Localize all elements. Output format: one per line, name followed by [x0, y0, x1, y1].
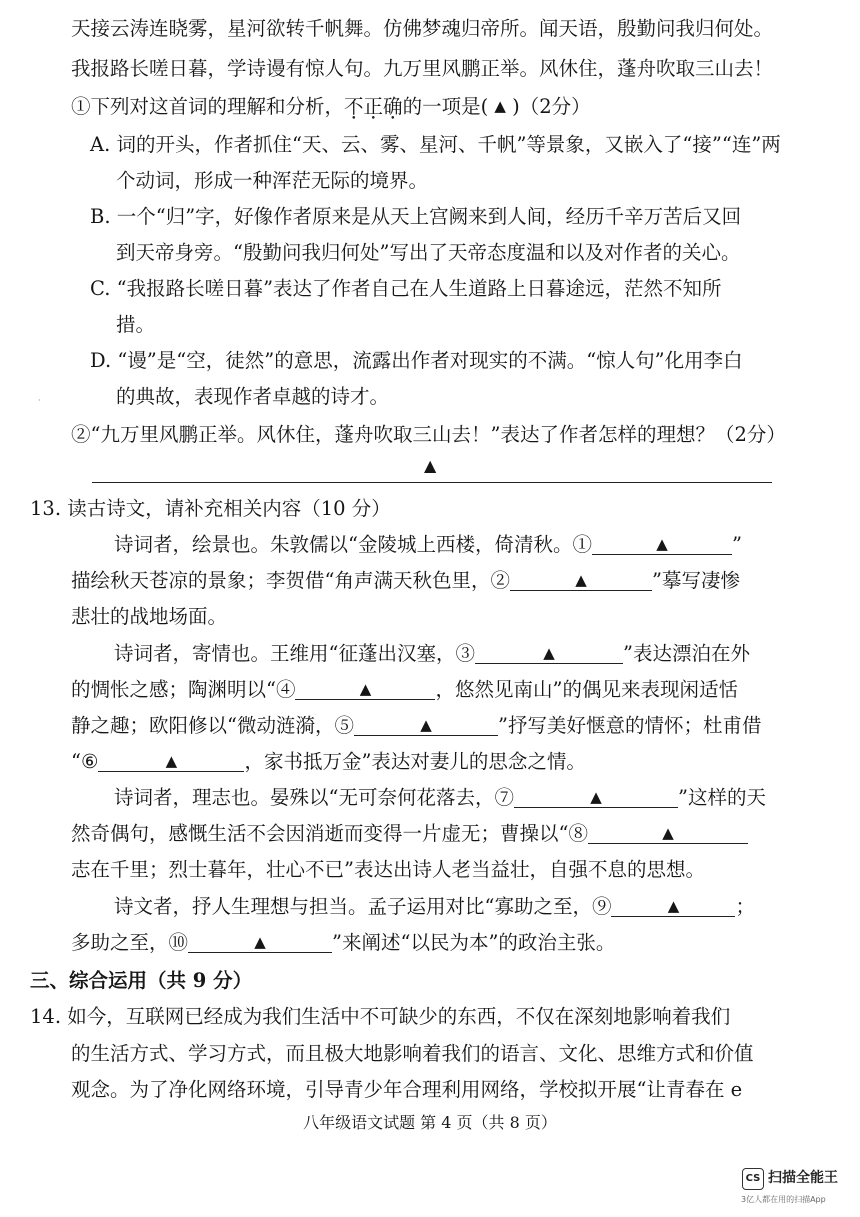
- page-footer: 八年级语文试题 第 4 页（共 8 页）: [303, 1113, 557, 1132]
- text: ”来阐述“以民为本”的政治主张。: [332, 931, 616, 954]
- q13-p2-line-1: [114, 639, 750, 669]
- answer-triangle-icon: ▲: [494, 97, 506, 115]
- fill-blank-3[interactable]: [475, 639, 623, 664]
- answer-triangle-icon: ▲: [543, 644, 555, 662]
- fill-blank-9[interactable]: [611, 892, 735, 917]
- text: 诗词者，寄情也。王维用“征蓬出汉塞，③: [114, 642, 475, 665]
- q13-p4-line-2: [71, 928, 615, 958]
- text: 多助之至，⑩: [71, 931, 189, 954]
- emphasis-char: 确: [383, 95, 403, 118]
- answer-triangle-icon: ▲: [420, 716, 432, 734]
- text: ”抒写美好惬意的情怀；杜甫借: [497, 714, 762, 737]
- text: ”: [731, 533, 742, 556]
- q13-p2-line-4: [71, 747, 586, 777]
- text: 诗文者，抒人生理想与担当。孟子运用对比“寡助之至，⑨: [114, 895, 612, 918]
- q13-p3-line-2: [71, 819, 748, 849]
- scanner-app-tagline: 3亿人都在用的扫描App: [741, 1195, 826, 1204]
- option-c-line-2: 措。: [116, 313, 156, 336]
- q13-p2-line-2: [71, 675, 738, 705]
- text: 诗词者，绘景也。朱敦儒以“金陵城上西楼，倚清秋。①: [114, 533, 592, 556]
- option-a-line-1: A. 词的开头，作者抓住“天、云、雾、星河、千帆”等景象，又嵌入了“接”“连”两: [90, 133, 781, 156]
- q12-sub2: ②“九万里风鹏正举。风休住，蓬舟吹取三山去！”表达了作者怎样的理想？（2分）: [71, 423, 786, 446]
- text: ”这样的天: [677, 786, 766, 809]
- section-title: 三、综合运用（共 9 分）: [30, 969, 253, 992]
- answer-triangle-icon: ▲: [359, 680, 372, 698]
- q13-title: 13. 读古诗文，请补充相关内容（10 分）: [30, 497, 391, 520]
- fill-blank-6[interactable]: [98, 747, 244, 772]
- text: ，家书抵万金”表达对妻儿的思念之情。: [244, 750, 586, 773]
- fill-blank-5[interactable]: [354, 711, 498, 736]
- fill-blank-7[interactable]: [514, 783, 678, 808]
- q13-p1-line-2: [71, 566, 740, 596]
- answer-triangle-icon: ▲: [656, 535, 668, 553]
- text: ”摹写凄惨: [651, 569, 740, 592]
- text: ；: [735, 895, 755, 918]
- text: 描绘秋天苍凉的景象；李贺借“角声满天秋色里，②: [71, 569, 510, 592]
- text: 的惆怅之感；陶渊明以“④: [71, 678, 296, 701]
- option-d-line-1: D. “谩”是“空，徒然”的意思，流露出作者对现实的不满。“惊人句”化用李白: [90, 349, 743, 372]
- q12-sub1-suffix-a: 的一项是(: [402, 95, 495, 118]
- poem-line-1: 天接云涛连晓雾，星河欲转千帆舞。仿佛梦魂归帝所。闻天语，殷勤问我归何处。: [71, 17, 774, 40]
- option-a-line-2: 个动词，形成一种浑茫无际的境界。: [116, 169, 429, 192]
- q12-sub1: [71, 92, 591, 123]
- text: 诗词者，理志也。晏殊以“无可奈何花落去，⑦: [114, 786, 514, 809]
- q14-line-1: 14. 如今，互联网已经成为我们生活中不可缺少的东西，不仅在深刻地影响着我们: [30, 1005, 731, 1028]
- fill-blank-10[interactable]: [188, 928, 332, 953]
- option-c-line-1: C. “我报路长嗟日暮”表达了作者自己在人生道路上日暮途远，茫然不知所: [90, 277, 722, 300]
- text: 然奇偶句，感慨生活不会因消逝而变得一片虚无；曹操以“⑧: [71, 822, 588, 845]
- q13-p1-line-1: [114, 530, 742, 560]
- scanner-logo-icon: CS: [742, 1168, 764, 1190]
- text: “⑥: [71, 750, 99, 773]
- answer-triangle-icon: ▲: [662, 824, 674, 842]
- answer-triangle-icon: ▲: [590, 788, 602, 806]
- q14-line-3: 观念。为了净化网络环境，引导青少年合理利用网络，学校拟开展“让青春在 e: [71, 1078, 743, 1101]
- q13-p1-line-3: 悲壮的战地场面。: [71, 605, 228, 628]
- option-d-line-2: 的典故，表现作者卓越的诗才。: [116, 385, 390, 408]
- answer-triangle-icon: ▲: [575, 571, 587, 589]
- poem-line-2: 我报路长嗟日暮，学诗谩有惊人句。九万里风鹏正举。风休住，蓬舟吹取三山去！: [71, 57, 774, 80]
- q13-p3-line-3: 志在千里；烈士暮年，壮心不已”表达出诗人老当益壮，自强不息的思想。: [71, 858, 705, 881]
- scanner-app-name: 扫描全能王: [768, 1170, 838, 1186]
- option-b-line-1: B. 一个“归”字，好像作者原来是从天上宫阙来到人间，经历千辛万苦后又回: [90, 205, 742, 228]
- emphasis-char: 不: [344, 95, 364, 118]
- emphasis-char: 正: [363, 95, 384, 118]
- answer-triangle-icon: ▲: [165, 752, 178, 770]
- q13-p4-line-1: [114, 892, 755, 922]
- text: ，悠然见南山”的偶见来表现闲适恬: [435, 678, 738, 701]
- q13-p3-line-1: [114, 783, 766, 813]
- option-b-line-2: 到天帝身旁。“殷勤问我归何处”写出了天帝态度温和以及对作者的关心。: [116, 241, 741, 264]
- fill-blank-2[interactable]: [510, 566, 652, 591]
- q12-sub1-suffix-b: )（2分）: [505, 95, 591, 118]
- stray-mark: ·: [38, 396, 41, 405]
- fill-blank-8[interactable]: [588, 819, 748, 844]
- q12-sub1-prefix: ①下列对这首词的理解和分析，: [71, 95, 345, 118]
- answer-triangle-icon: ▲: [424, 456, 437, 475]
- answer-triangle-icon: ▲: [667, 897, 680, 915]
- fill-blank-4[interactable]: [295, 675, 435, 700]
- q13-p2-line-3: [71, 711, 761, 741]
- answer-line[interactable]: [92, 481, 772, 483]
- answer-triangle-icon: ▲: [254, 933, 266, 951]
- fill-blank-1[interactable]: [592, 530, 732, 555]
- text: 静之趣；欧阳修以“微动涟漪，⑤: [71, 714, 354, 737]
- q14-line-2: 的生活方式、学习方式，而且极大地影响着我们的语言、文化、思维方式和价值: [71, 1042, 754, 1065]
- text: ”表达漂泊在外: [622, 642, 750, 665]
